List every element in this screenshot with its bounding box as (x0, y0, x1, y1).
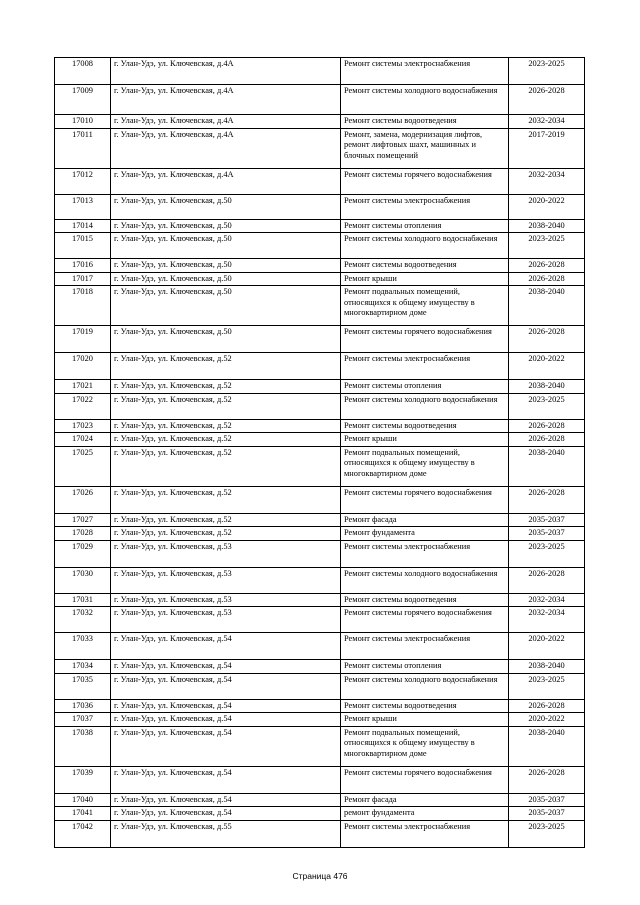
row-period: 2038-2040 (509, 660, 585, 674)
row-address: г. Улан-Удэ, ул. Ключевская, д.54 (111, 807, 341, 821)
row-address: г. Улан-Удэ, ул. Ключевская, д.54 (111, 713, 341, 727)
table-row (55, 446, 585, 486)
row-period: 2023-2025 (509, 393, 585, 419)
table-row (55, 380, 585, 394)
table-row (55, 194, 585, 219)
row-work-type: Ремонт системы водоотведения (341, 593, 509, 607)
row-address: г. Улан-Удэ, ул. Ключевская, д.50 (111, 326, 341, 353)
row-address: г. Улан-Удэ, ул. Ключевская, д.50 (111, 286, 341, 326)
row-address: г. Улан-Удэ, ул. Ключевская, д.52 (111, 433, 341, 447)
row-period: 2032-2034 (509, 115, 585, 129)
row-id: 17014 (55, 219, 111, 233)
row-id: 17020 (55, 353, 111, 380)
table-row (55, 115, 585, 129)
row-address: г. Улан-Удэ, ул. Ключевская, д.52 (111, 513, 341, 527)
table-row (55, 699, 585, 713)
row-id: 17037 (55, 713, 111, 727)
table-row (55, 607, 585, 633)
row-address: г. Улан-Удэ, ул. Ключевская, д.54 (111, 766, 341, 793)
row-period: 2020-2022 (509, 194, 585, 219)
repair-schedule-table (54, 57, 585, 848)
row-period: 2038-2040 (509, 726, 585, 766)
row-period: 2035-2037 (509, 527, 585, 541)
row-period: 2035-2037 (509, 793, 585, 807)
row-period: 2023-2025 (509, 540, 585, 567)
row-id: 17009 (55, 85, 111, 115)
row-address: г. Улан-Удэ, ул. Ключевская, д.52 (111, 393, 341, 419)
row-work-type: Ремонт системы горячего водоснабжения (341, 766, 509, 793)
row-id: 17035 (55, 673, 111, 699)
row-work-type: Ремонт системы электроснабжения (341, 633, 509, 660)
row-period: 2020-2022 (509, 713, 585, 727)
table-row (55, 593, 585, 607)
row-period: 2017-2019 (509, 128, 585, 168)
row-id: 17025 (55, 446, 111, 486)
table-row (55, 793, 585, 807)
row-address: г. Улан-Удэ, ул. Ключевская, д.50 (111, 219, 341, 233)
row-id: 17013 (55, 194, 111, 219)
row-period: 2026-2028 (509, 766, 585, 793)
row-work-type: Ремонт подвальных помещений, относящихся к общему имуществу в многоквартирном доме (341, 446, 509, 486)
row-id: 17034 (55, 660, 111, 674)
row-period: 2035-2037 (509, 513, 585, 527)
row-address: г. Улан-Удэ, ул. Ключевская, д.53 (111, 540, 341, 567)
row-address: г. Улан-Удэ, ул. Ключевская, д.4А (111, 85, 341, 115)
row-address: г. Улан-Удэ, ул. Ключевская, д.4А (111, 128, 341, 168)
row-period: 2023-2025 (509, 673, 585, 699)
row-id: 17024 (55, 433, 111, 447)
row-period: 2038-2040 (509, 446, 585, 486)
table-row (55, 513, 585, 527)
row-address: г. Улан-Удэ, ул. Ключевская, д.52 (111, 527, 341, 541)
row-period: 2026-2028 (509, 486, 585, 513)
table-row (55, 527, 585, 541)
row-id: 17018 (55, 286, 111, 326)
table-row (55, 58, 585, 85)
table-row (55, 85, 585, 115)
row-work-type: Ремонт фасада (341, 513, 509, 527)
row-work-type: Ремонт фундамента (341, 527, 509, 541)
row-address: г. Улан-Удэ, ул. Ключевская, д.53 (111, 593, 341, 607)
table-row (55, 433, 585, 447)
row-id: 17029 (55, 540, 111, 567)
row-address: г. Улан-Удэ, ул. Ключевская, д.50 (111, 259, 341, 273)
row-work-type: Ремонт системы водоотведения (341, 699, 509, 713)
row-work-type: Ремонт, замена, модернизация лифтов, ремонт лифтовых шахт, машинных и блочных помещений (341, 128, 509, 168)
row-work-type: Ремонт системы электроснабжения (341, 58, 509, 85)
table-row (55, 419, 585, 433)
table-row (55, 233, 585, 259)
row-id: 17036 (55, 699, 111, 713)
row-work-type: Ремонт системы электроснабжения (341, 353, 509, 380)
row-id: 17030 (55, 567, 111, 593)
row-period: 2026-2028 (509, 326, 585, 353)
row-id: 17026 (55, 486, 111, 513)
row-work-type: Ремонт крыши (341, 272, 509, 286)
row-address: г. Улан-Удэ, ул. Ключевская, д.55 (111, 820, 341, 847)
row-address: г. Улан-Удэ, ул. Ключевская, д.54 (111, 660, 341, 674)
row-period: 2026-2028 (509, 419, 585, 433)
row-work-type: Ремонт системы горячего водоснабжения (341, 168, 509, 194)
row-period: 2038-2040 (509, 380, 585, 394)
row-address: г. Улан-Удэ, ул. Ключевская, д.54 (111, 673, 341, 699)
row-work-type: Ремонт системы отопления (341, 219, 509, 233)
table-row (55, 713, 585, 727)
row-period: 2038-2040 (509, 286, 585, 326)
row-work-type: Ремонт подвальных помещений, относящихся к общему имуществу в многоквартирном доме (341, 726, 509, 766)
row-id: 17012 (55, 168, 111, 194)
row-work-type: Ремонт системы холодного водоснабжения (341, 233, 509, 259)
row-address: г. Улан-Удэ, ул. Ключевская, д.53 (111, 607, 341, 633)
row-work-type: Ремонт системы отопления (341, 660, 509, 674)
row-id: 17027 (55, 513, 111, 527)
row-period: 2020-2022 (509, 353, 585, 380)
row-address: г. Улан-Удэ, ул. Ключевская, д.54 (111, 726, 341, 766)
row-period: 2020-2022 (509, 633, 585, 660)
row-work-type: Ремонт системы отопления (341, 380, 509, 394)
row-work-type: Ремонт системы горячего водоснабжения (341, 486, 509, 513)
table-row (55, 540, 585, 567)
table-row (55, 807, 585, 821)
row-work-type: Ремонт системы горячего водоснабжения (341, 607, 509, 633)
row-period: 2026-2028 (509, 433, 585, 447)
row-id: 17033 (55, 633, 111, 660)
table-row (55, 326, 585, 353)
table-row (55, 820, 585, 847)
row-address: г. Улан-Удэ, ул. Ключевская, д.50 (111, 272, 341, 286)
row-id: 17011 (55, 128, 111, 168)
table-row (55, 259, 585, 273)
row-period: 2038-2040 (509, 219, 585, 233)
row-work-type: Ремонт системы водоотведения (341, 419, 509, 433)
row-id: 17019 (55, 326, 111, 353)
row-work-type: Ремонт системы холодного водоснабжения (341, 393, 509, 419)
row-id: 17031 (55, 593, 111, 607)
row-address: г. Улан-Удэ, ул. Ключевская, д.54 (111, 633, 341, 660)
row-id: 17015 (55, 233, 111, 259)
row-work-type: Ремонт системы горячего водоснабжения (341, 326, 509, 353)
row-address: г. Улан-Удэ, ул. Ключевская, д.54 (111, 699, 341, 713)
table-row (55, 353, 585, 380)
row-address: г. Улан-Удэ, ул. Ключевская, д.4А (111, 58, 341, 85)
row-id: 17008 (55, 58, 111, 85)
table-row (55, 726, 585, 766)
row-work-type: Ремонт системы водоотведения (341, 259, 509, 273)
row-period: 2023-2025 (509, 820, 585, 847)
row-work-type: Ремонт крыши (341, 433, 509, 447)
row-address: г. Улан-Удэ, ул. Ключевская, д.54 (111, 793, 341, 807)
row-period: 2035-2037 (509, 807, 585, 821)
table-row (55, 219, 585, 233)
row-work-type: Ремонт системы водоотведения (341, 115, 509, 129)
row-period: 2026-2028 (509, 259, 585, 273)
table-row (55, 633, 585, 660)
row-address: г. Улан-Удэ, ул. Ключевская, д.50 (111, 233, 341, 259)
row-id: 17028 (55, 527, 111, 541)
row-id: 17021 (55, 380, 111, 394)
table-row (55, 486, 585, 513)
row-address: г. Улан-Удэ, ул. Ключевская, д.52 (111, 380, 341, 394)
page-number: Страница 476 (292, 871, 348, 881)
row-period: 2032-2034 (509, 593, 585, 607)
row-address: г. Улан-Удэ, ул. Ключевская, д.4А (111, 115, 341, 129)
row-work-type: Ремонт подвальных помещений, относящихся к общему имуществу в многоквартирном доме (341, 286, 509, 326)
table-row (55, 567, 585, 593)
row-period: 2032-2034 (509, 168, 585, 194)
table-row (55, 286, 585, 326)
row-id: 17040 (55, 793, 111, 807)
row-period: 2023-2025 (509, 233, 585, 259)
row-id: 17042 (55, 820, 111, 847)
table-row (55, 673, 585, 699)
row-id: 17038 (55, 726, 111, 766)
row-work-type: Ремонт системы холодного водоснабжения (341, 567, 509, 593)
row-id: 17017 (55, 272, 111, 286)
row-period: 2023-2025 (509, 58, 585, 85)
row-address: г. Улан-Удэ, ул. Ключевская, д.4А (111, 168, 341, 194)
table-row (55, 393, 585, 419)
row-id: 17032 (55, 607, 111, 633)
row-period: 2026-2028 (509, 699, 585, 713)
row-work-type: Ремонт системы холодного водоснабжения (341, 85, 509, 115)
row-address: г. Улан-Удэ, ул. Ключевская, д.52 (111, 486, 341, 513)
row-id: 17010 (55, 115, 111, 129)
table-row (55, 766, 585, 793)
row-id: 17041 (55, 807, 111, 821)
row-id: 17016 (55, 259, 111, 273)
row-work-type: Ремонт системы электроснабжения (341, 194, 509, 219)
row-work-type: Ремонт системы электроснабжения (341, 540, 509, 567)
row-id: 17023 (55, 419, 111, 433)
row-work-type: Ремонт системы электроснабжения (341, 820, 509, 847)
row-address: г. Улан-Удэ, ул. Ключевская, д.52 (111, 353, 341, 380)
row-id: 17039 (55, 766, 111, 793)
row-address: г. Улан-Удэ, ул. Ключевская, д.52 (111, 419, 341, 433)
row-id: 17022 (55, 393, 111, 419)
row-period: 2026-2028 (509, 567, 585, 593)
row-period: 2032-2034 (509, 607, 585, 633)
row-work-type: ремонт фундамента (341, 807, 509, 821)
row-period: 2026-2028 (509, 272, 585, 286)
row-address: г. Улан-Удэ, ул. Ключевская, д.53 (111, 567, 341, 593)
row-work-type: Ремонт фасада (341, 793, 509, 807)
table-row (55, 128, 585, 168)
row-work-type: Ремонт системы холодного водоснабжения (341, 673, 509, 699)
table-row (55, 168, 585, 194)
table-row (55, 272, 585, 286)
row-period: 2026-2028 (509, 85, 585, 115)
row-work-type: Ремонт крыши (341, 713, 509, 727)
table-row (55, 660, 585, 674)
table-body (55, 58, 585, 848)
row-address: г. Улан-Удэ, ул. Ключевская, д.50 (111, 194, 341, 219)
row-address: г. Улан-Удэ, ул. Ключевская, д.52 (111, 446, 341, 486)
